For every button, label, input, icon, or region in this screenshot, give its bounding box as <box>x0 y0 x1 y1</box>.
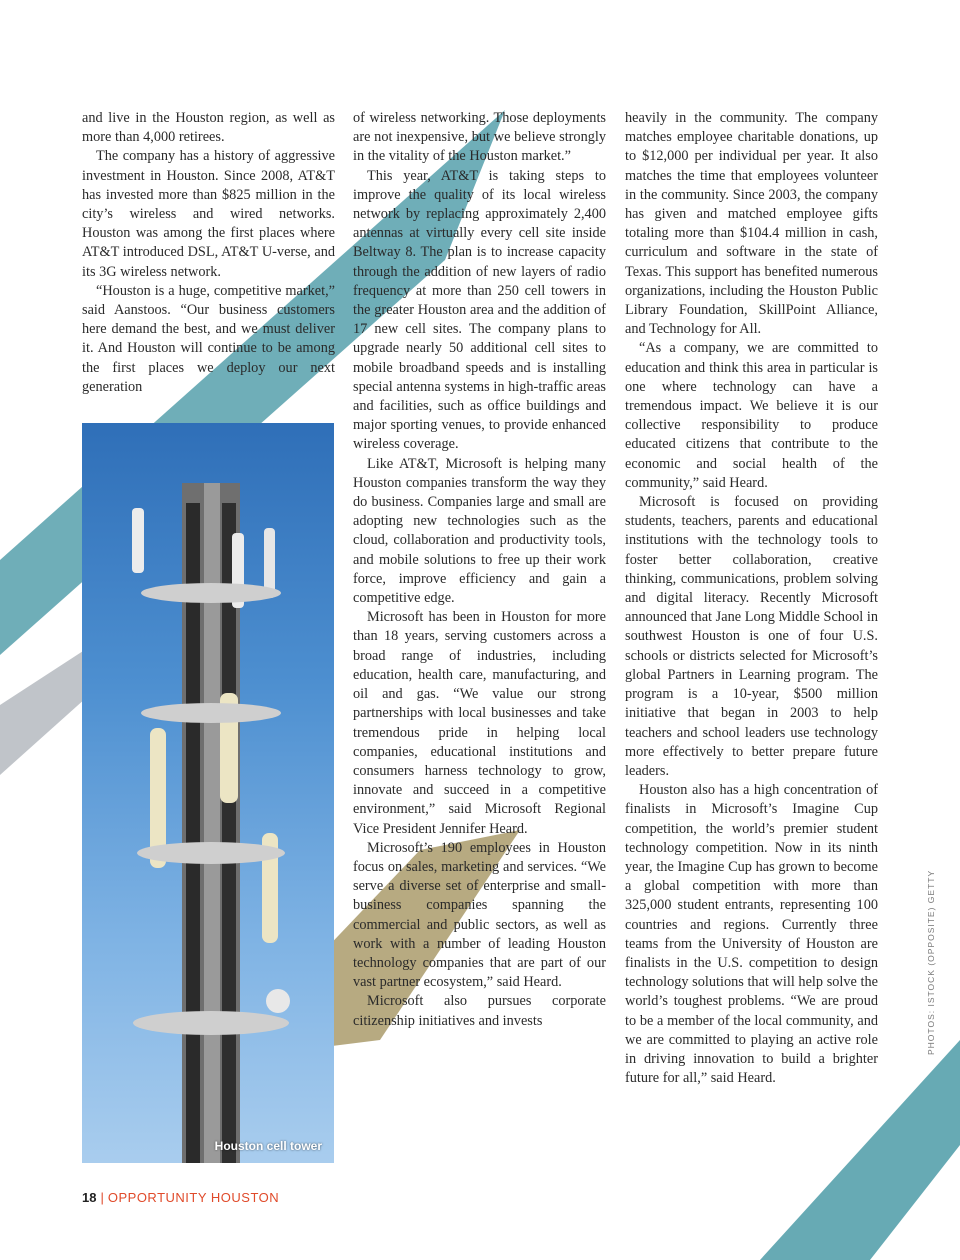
article-paragraph: Houston also has a high concentration of finalists in Microsoft’s Imagine Cup competition, the world’s premier student technology competition. Now in its ninth year, the Imagine Cup has grown to become a global competition with more than 325,000 student entrants, representing 100 countries and regions. Currently three teams from the University of Houston are finalists in the U.S. competition to design technology solutions that will help solve the world’s toughest problems. “We are proud to be a member of the local community, and we are committed to playing an active role in driving innovation to build a brighter future for all,” said Heard. <box>625 782 878 1087</box>
article-column-1 <box>82 109 335 397</box>
article-column-2 <box>353 109 606 1031</box>
article-paragraph: Microsoft also pursues corporate citizenship initiatives and invests <box>353 993 606 1029</box>
article-paragraph: This year, AT&T is taking steps to improve the quality of its local wireless network by replacing approximately 2,400 antennas at virtually every cell site inside Beltway 8. The plan is to increase capacity through the addition of new layers of radio frequency at more than 250 cell towers in the greater Houston area and the addition of 17 new cell sites. The company plans to upgrade nearly 50 additional cell sites to mobile broadband speeds and is installing special antenna systems in high-traffic areas and facilities, such as office buildings and major sporting venues, to provide enhanced wireless coverage. <box>353 167 606 453</box>
platform-3 <box>137 842 285 864</box>
publication-name: OPPORTUNITY HOUSTON <box>107 1190 280 1205</box>
photo-caption: Houston cell tower <box>214 1139 322 1153</box>
antenna-1 <box>132 508 144 573</box>
article-paragraph: Microsoft is focused on providing students, teachers, parents and educational institutions with the technology tools to foster better collaboration, creative thinking, communications, problem solving and digital literacy. Recently Microsoft announced that Jane Long Middle School in southwest Houston is one of four U.S. schools or districts selected for Microsoft’s global Partners in Learning program. The program is a 10-year, $500 million initiative that began in 2003 to help teachers and school leaders use technology more effectively to better prepare future leaders. <box>625 494 878 779</box>
article-paragraph: “Houston is a huge, competitive market,” said Aanstoos. “Our business customers here demand the best, and we must deliver it. And Houston will continue to be among the first places we deploy our next generation <box>82 282 335 395</box>
platform-2 <box>141 703 281 723</box>
platform-4 <box>133 1011 289 1035</box>
article-paragraph: heavily in the community. The company matches employee charitable donations, up to $12,000 per individual per year. It also matches the time that employees volunteer in the community. Since 2003, the company has given and matched employee gifts totaling more than $104.4 million in cash, curriculum and software in the state of Texas. This support has benefited numerous organizations, including the Houston Public Library Foundation, SkillPoint Alliance, and Technology for All. <box>625 110 878 338</box>
article-paragraph: “As a company, we are committed to education and think this area in particular is one where technology can have a tremendous impact. We believe it is our collective responsibility to produce educated citizens that contribute to the economic and social health of the community,” said Heard. <box>625 340 878 491</box>
platform-1 <box>141 583 281 603</box>
article-paragraph: The company has a history of aggressive investment in Houston. Since 2008, AT&T has invested more than $825 million in the city’s wireless and wired networks. Houston was among the first places where AT&T introduced DSL, AT&T U-verse, and its 3G wireless network. <box>82 148 335 280</box>
page-number: 18 <box>82 1190 97 1205</box>
photo-credit: PHOTOS: ISTOCK (OPPOSITE) GETTY <box>926 869 936 1055</box>
page-footer <box>82 1190 279 1205</box>
article-paragraph: of wireless networking. Those deployments are not inexpensive, but we believe strongly in the vitality of the Houston market.” <box>353 110 606 165</box>
article-column-3 <box>625 109 878 1088</box>
article-paragraph: and live in the Houston region, as well as more than 4,000 retirees. <box>82 110 335 146</box>
dish <box>266 989 290 1013</box>
article-paragraph: Like AT&T, Microsoft is helping many Houston companies transform the way they do business. Companies large and small are adopting new technologies such as the cloud, collaboration and productivity tools, and mobile solutions to free up their work force, improve efficiency and gain a competitive edge. <box>353 455 606 607</box>
article-paragraph: Microsoft has been in Houston for more than 18 years, serving customers across a broad range of industries, including education, health care, manufacturing, and oil and gas. “We value our strong partnerships with local businesses and take tremendous pride in helping local companies, educational institutions and consumers harness technology to grow, innovate and succeed in a competitive environment,” said Microsoft Regional Vice President Jennifer Heard. <box>353 609 606 837</box>
cell-tower-photo <box>82 423 334 1163</box>
article-paragraph: Microsoft’s 190 employees in Houston focus on sales, marketing and services. “We serve a diverse set of enterprise and small-business companies spanning the commercial and public sectors, as well as work with a number of leading Houston technology companies that are part of our vast partner ecosystem,” said Heard. <box>353 839 606 991</box>
footer-separator: | <box>100 1190 104 1205</box>
cell-tower-illustration <box>82 423 334 1163</box>
